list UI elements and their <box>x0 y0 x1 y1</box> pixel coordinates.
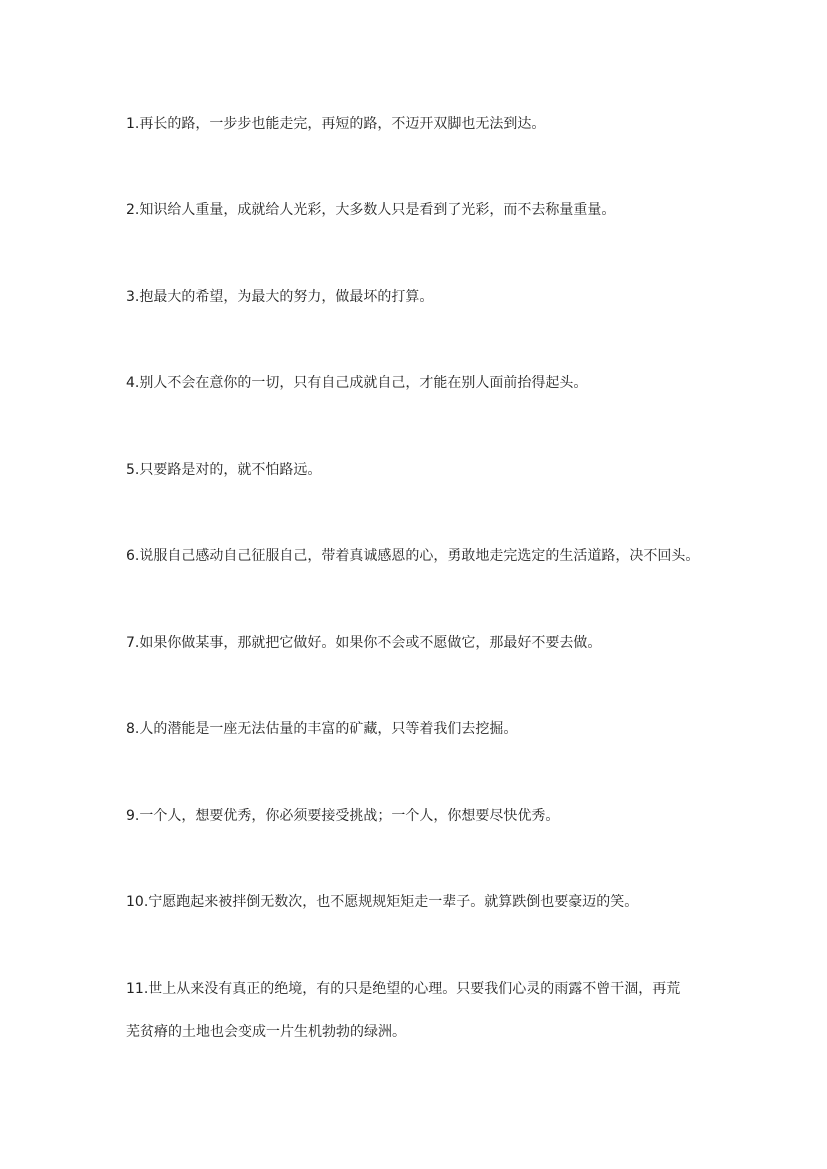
quote-line-4: 4.别人不会在意你的一切，只有自己成就自己，才能在别人面前抬得起头。 <box>126 375 588 391</box>
quote-line-7: 7.如果你做某事，那就把它做好。如果你不会或不愿做它，那最好不要去做。 <box>126 635 602 651</box>
quote-line-11-part-1: 11.世上从来没有真正的绝境，有的只是绝望的心理。只要我们心灵的雨露不曾干涸，再荒 <box>126 981 681 997</box>
quote-line-10: 10.宁愿跑起来被拌倒无数次，也不愿规规矩矩走一辈子。就算跌倒也要豪迈的笑。 <box>126 894 639 910</box>
quote-line-11-part-2: 芜贫瘠的土地也会变成一片生机勃勃的绿洲。 <box>126 1024 406 1040</box>
quote-line-2: 2.知识给人重量，成就给人光彩，大多数人只是看到了光彩，而不去称量重量。 <box>126 202 616 218</box>
quote-line-9: 9.一个人，想要优秀，你必须要接受挑战；一个人，你想要尽快优秀。 <box>126 808 560 824</box>
quote-line-1: 1.再长的路，一步步也能走完，再短的路，不迈开双脚也无法到达。 <box>126 116 546 132</box>
quote-line-8: 8.人的潜能是一座无法估量的丰富的矿藏，只等着我们去挖掘。 <box>126 721 518 737</box>
quote-line-3: 3.抱最大的希望，为最大的努力，做最坏的打算。 <box>126 289 434 305</box>
quote-line-6: 6.说服自己感动自己征服自己，带着真诚感恩的心，勇敢地走完选定的生活道路，决不回头。 <box>126 548 700 564</box>
quote-line-5: 5.只要路是对的，就不怕路远。 <box>126 462 322 478</box>
